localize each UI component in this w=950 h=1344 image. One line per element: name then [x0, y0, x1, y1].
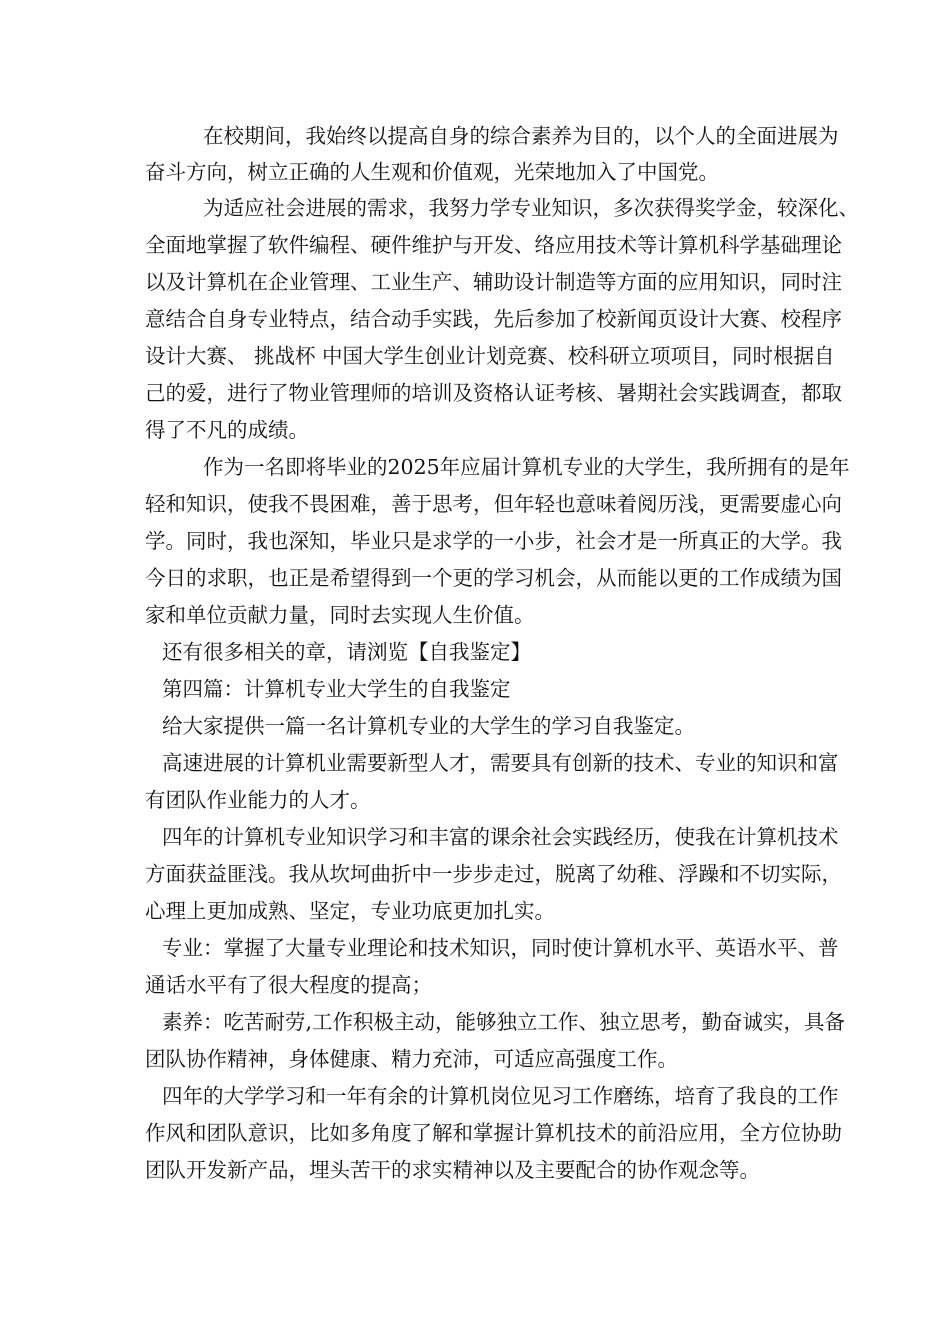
text-line: 学。同时，我也深知，毕业只是求学的一小步，社会才是一所真正的大学。我 [145, 529, 842, 553]
text-line: 全面地掌握了软件编程、硬件维护与开发、络应用技术等计算机科学基础理论 [145, 233, 842, 257]
text-line: 今日的求职，也正是希望得到一个更的学习机会，从而能以更的工作成绩为国 [145, 566, 842, 590]
text-line: 给大家提供一篇一名计算机专业的大学生的学习自我鉴定。 [162, 714, 695, 738]
text-line: 奋斗方向，树立正确的人生观和价值观，光荣地加入了中国党。 [145, 160, 719, 184]
text-line: 通话水平有了很大程度的提高； [145, 973, 432, 997]
text-line: 意结合自身专业特点，结合动手实践，先后参加了校新闻页设计大赛、校程序 [145, 307, 842, 331]
text-line: 家和单位贡献力量，同时去实现人生价值。 [145, 603, 535, 627]
text-line: 作风和团队意识，比如多角度了解和掌握计算机技术的前沿应用，全方位协助 [145, 1121, 842, 1145]
text-line: 有团队作业能力的人才。 [145, 788, 371, 812]
text-line: 轻和知识，使我不畏困难，善于思考，但年轻也意味着阅历浅，更需要虚心向 [145, 492, 842, 516]
text-line: 专业：掌握了大量专业理论和技术知识，同时使计算机水平、英语水平、普 [162, 936, 839, 960]
text-line: 四年的大学学习和一年有余的计算机岗位见习工作磨练，培育了我良的工作 [162, 1084, 839, 1108]
text-line: 高速进展的计算机业需要新型人才，需要具有创新的技术、专业的知识和富 [162, 751, 839, 775]
section-heading: 第四篇：计算机专业大学生的自我鉴定 [162, 677, 511, 701]
text-line: 己的爱，进行了物业管理师的培训及资格认证考核、暑期社会实践调查，都取 [145, 381, 842, 405]
text-line: 设计大赛、 挑战杯 中国大学生创业计划竞赛、校科研立项项目，同时根据自 [145, 344, 835, 368]
text-line: 素养：吃苦耐劳,工作积极主动，能够独立工作、独立思考，勤奋诚实，具备 [162, 1010, 846, 1034]
text-line: 作为一名即将毕业的2025年应届计算机专业的大学生，我所拥有的是年 [203, 455, 850, 479]
text-line: 方面获益匪浅。我从坎坷曲折中一步步走过，脱离了幼稚、浮躁和不切实际， [145, 862, 842, 886]
text-line: 还有很多相关的章，请浏览【自我鉴定】 [162, 640, 531, 664]
text-line: 团队开发新产品，埋头苦干的求实精神以及主要配合的协作观念等。 [145, 1158, 760, 1182]
text-line: 四年的计算机专业知识学习和丰富的课余社会实践经历，使我在计算机技术 [162, 825, 839, 849]
text-line: 在校期间，我始终以提高自身的综合素养为目的，以个人的全面进展为 [203, 124, 839, 148]
text-line: 得了不凡的成绩。 [145, 418, 309, 442]
text-line: 以及计算机在企业管理、工业生产、辅助设计制造等方面的应用知识，同时注 [145, 270, 842, 294]
text-line: 心理上更加成熟、坚定，专业功底更加扎实。 [145, 899, 555, 923]
text-line: 为适应社会进展的需求，我努力学专业知识，多次获得奖学金，较深化、 [203, 196, 859, 220]
text-line: 团队协作精神，身体健康、精力充沛，可适应高强度工作。 [145, 1047, 678, 1071]
